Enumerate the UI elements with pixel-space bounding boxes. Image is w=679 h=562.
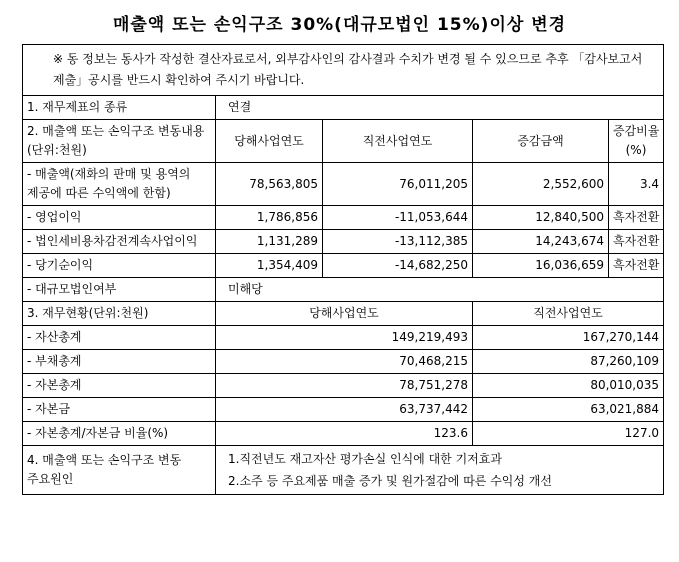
row-label-operating-income: - 영업이익 [23,206,216,230]
cell-rate: 흑자전환 [609,206,664,230]
reason-item: 1.직전년도 재고자산 평가손실 인식에 대한 기저효과 [228,452,502,466]
reasons-row [23,446,664,495]
row-label-net-income: - 당기순이익 [23,254,216,278]
cell-prior: -13,112,385 [323,230,473,254]
statement-type-row [23,96,664,120]
reasons-content [216,446,664,495]
cell-current: 78,751,278 [216,374,473,398]
row-label-pretax-income: - 법인세비용차감전계속사업이익 [23,230,216,254]
cell-current: 70,468,215 [216,350,473,374]
table-row [23,230,664,254]
cell-rate: 3.4 [609,163,664,206]
notice-row [23,45,664,96]
disclosure-table [22,44,664,495]
header-current-year: 당해사업연도 [216,120,323,163]
table-row [23,350,664,374]
fin-header-current-year: 당해사업연도 [216,302,473,326]
cell-prior: -14,682,250 [323,254,473,278]
cell-prior: 63,021,884 [473,398,664,422]
fin-header-prior-year: 직전사업연도 [473,302,664,326]
cell-change: 2,552,600 [473,163,609,206]
cell-prior: -11,053,644 [323,206,473,230]
row-label-total-liabilities: - 부채총계 [23,350,216,374]
cell-change: 12,840,500 [473,206,609,230]
cell-prior: 80,010,035 [473,374,664,398]
large-corp-row [23,278,664,302]
cell-prior: 76,011,205 [323,163,473,206]
financial-section-label: 3. 재무현황(단위:천원) [23,302,216,326]
page-title: 매출액 또는 손익구조 30%(대규모법인 15%)이상 변경 [112,15,567,35]
cell-current: 123.6 [216,422,473,446]
table-row [23,326,664,350]
table-row [23,374,664,398]
cell-current: 63,737,442 [216,398,473,422]
table-row [23,206,664,230]
row-label-equity-ratio: - 자본총계/자본금 비율(%) [23,422,216,446]
change-section-label: 2. 매출액 또는 손익구조 변동내용(단위:천원) [23,120,216,163]
cell-rate: 흑자전환 [609,254,664,278]
cell-rate: 흑자전환 [609,230,664,254]
row-label-sales: - 매출액(재화의 판매 및 용역의 제공에 따른 수익액에 한함) [23,163,216,206]
notice-text: ※ 동 정보는 동사가 작성한 결산자료로서, 외부감사인의 감사결과 수치가 변경 될 수 있으므로 추후 「감사보고서 제출」공시를 반드시 확인하여 주시기 바랍니다. [23,45,664,96]
table-row [23,422,664,446]
large-corp-value: 미해당 [216,278,664,302]
statement-type-label: 1. 재무제표의 종류 [23,96,216,120]
change-header-row [23,120,664,163]
table-row [23,398,664,422]
cell-current: 78,563,805 [216,163,323,206]
statement-type-value: 연결 [216,96,664,120]
reason-item: 2.소주 등 주요제품 매출 증가 및 원가절감에 따른 수익성 개선 [228,474,552,488]
large-corp-label: - 대규모법인여부 [23,278,216,302]
header-change-rate: 증감비율 (%) [609,120,664,163]
cell-change: 14,243,674 [473,230,609,254]
row-label-total-equity: - 자본총계 [23,374,216,398]
cell-change: 16,036,659 [473,254,609,278]
cell-current: 1,354,409 [216,254,323,278]
table-row [23,254,664,278]
cell-prior: 87,260,109 [473,350,664,374]
cell-current: 1,786,856 [216,206,323,230]
header-change-amount: 증감금액 [473,120,609,163]
row-label-total-assets: - 자산총계 [23,326,216,350]
cell-prior: 167,270,144 [473,326,664,350]
row-label-capital-stock: - 자본금 [23,398,216,422]
table-row [23,163,664,206]
cell-current: 1,131,289 [216,230,323,254]
financial-header-row [23,302,664,326]
header-prior-year: 직전사업연도 [323,120,473,163]
reasons-label: 4. 매출액 또는 손익구조 변동 주요원인 [23,446,216,495]
cell-current: 149,219,493 [216,326,473,350]
cell-prior: 127.0 [473,422,664,446]
